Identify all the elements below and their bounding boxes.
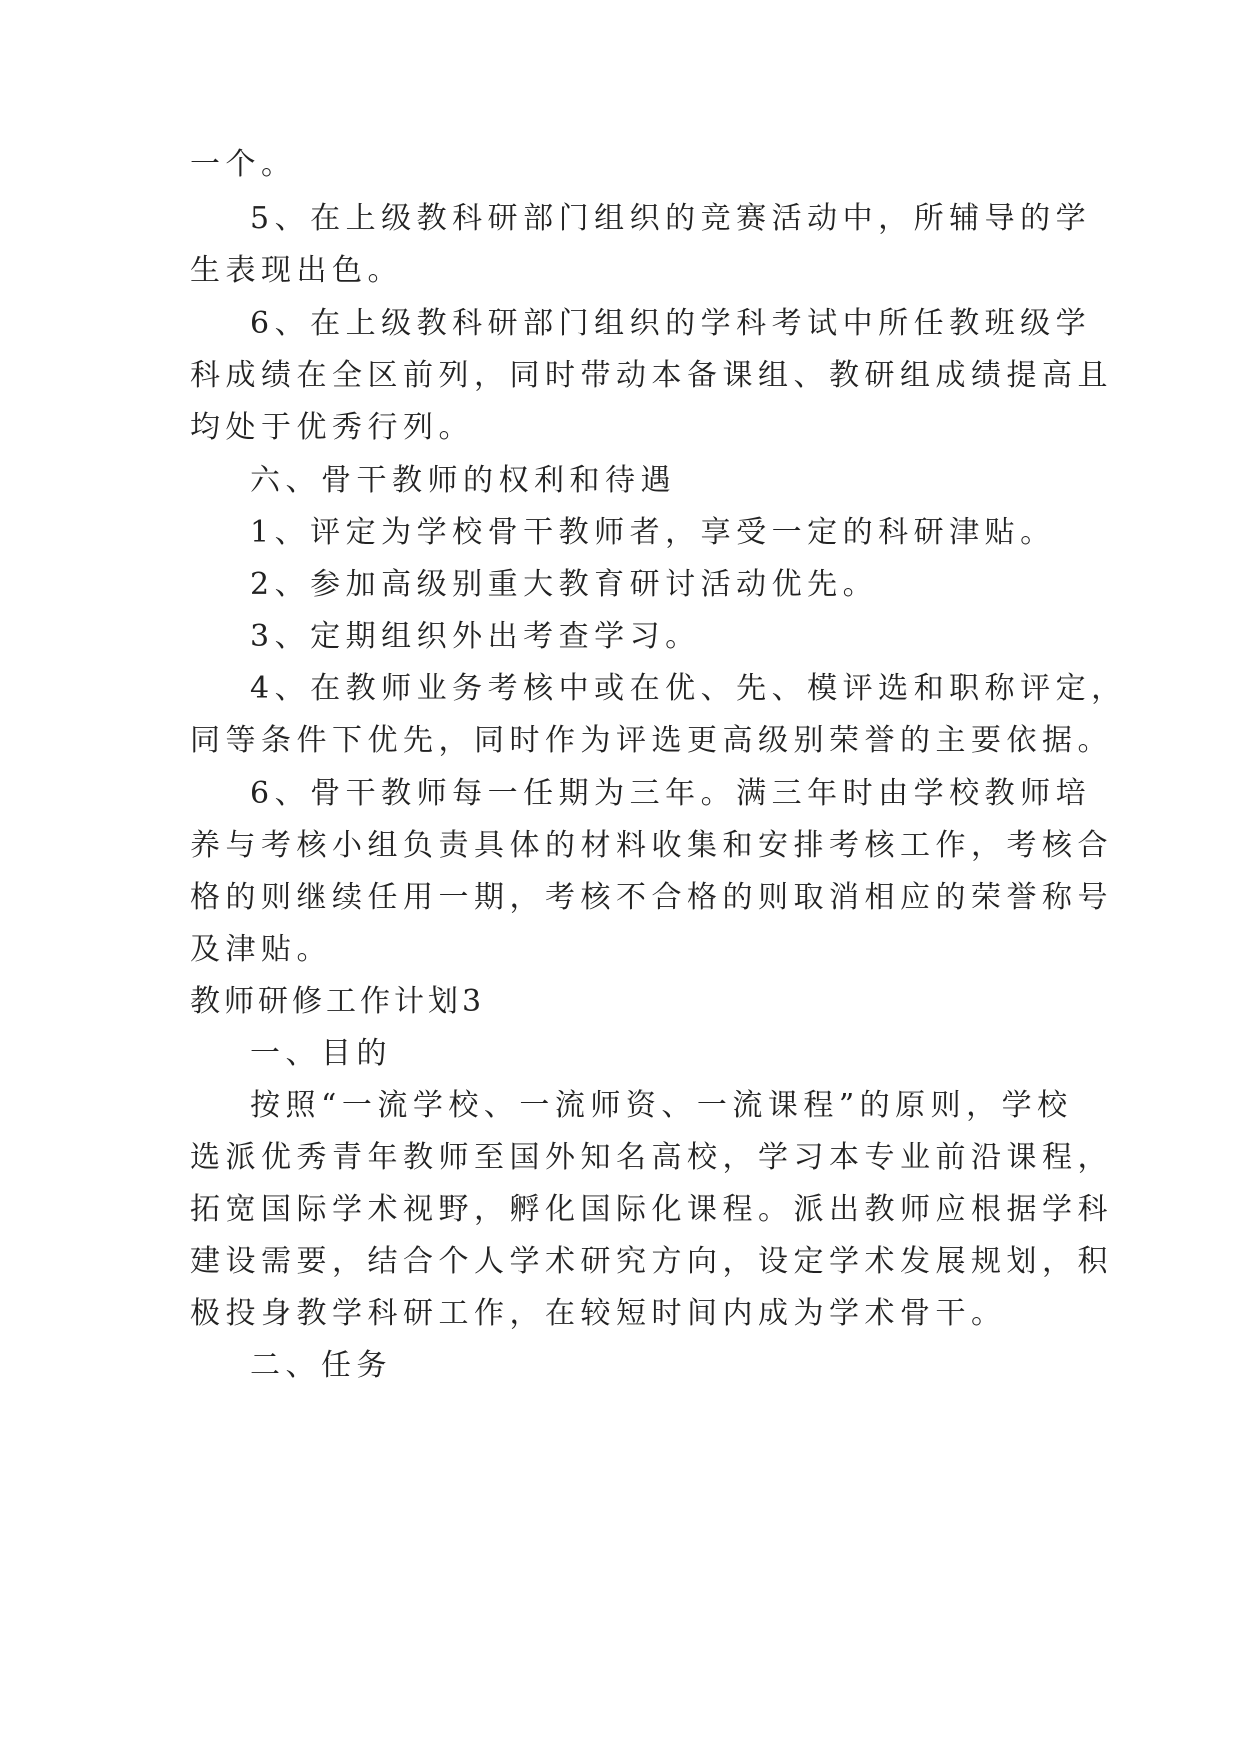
paragraph-line: 6、在上级教科研部门组织的学科考试中所任教班级学	[250, 306, 1092, 341]
paragraph-line: 格的则继续任用一期，考核不合格的则取消相应的荣誉称号	[190, 880, 1113, 915]
document-title: 教师研修工作计划3	[190, 984, 486, 1019]
paragraph-line: 建设需要，结合个人学术研究方向，设定学术发展规划，积	[190, 1244, 1113, 1279]
paragraph-line: 极投身教学科研工作，在较短时间内成为学术骨干。	[190, 1296, 1007, 1331]
paragraph-line: 生表现出色。	[190, 253, 403, 288]
paragraph-line: 按照“一流学校、一流师资、一流课程”的原则，学校	[250, 1088, 1073, 1123]
paragraph-line: 均处于优秀行列。	[190, 410, 474, 445]
paragraph-line: 4、在教师业务考核中或在优、先、模评选和职称评定，	[250, 671, 1127, 706]
paragraph-line: 6、骨干教师每一任期为三年。满三年时由学校教师培	[250, 776, 1092, 811]
section-heading: 六、骨干教师的权利和待遇	[250, 463, 676, 498]
paragraph-line: 3、定期组织外出考查学习。	[250, 619, 701, 654]
paragraph-line: 5、在上级教科研部门组织的竞赛活动中，所辅导的学	[250, 201, 1092, 236]
paragraph-line: 1、评定为学校骨干教师者，享受一定的科研津贴。	[250, 515, 1056, 550]
section-heading: 一、目的	[250, 1036, 392, 1071]
paragraph-line: 科成绩在全区前列，同时带动本备课组、教研组成绩提高且	[190, 358, 1113, 393]
paragraph-line: 选派优秀青年教师至国外知名高校，学习本专业前沿课程，	[190, 1140, 1113, 1175]
paragraph-line: 养与考核小组负责具体的材料收集和安排考核工作，考核合	[190, 828, 1113, 863]
paragraph-line: 2、参加高级别重大教育研讨活动优先。	[250, 567, 879, 602]
section-heading: 二、任务	[250, 1348, 392, 1383]
paragraph-line: 及津贴。	[190, 932, 332, 967]
paragraph-line: 一个。	[190, 147, 297, 182]
paragraph-line: 拓宽国际学术视野，孵化国际化课程。派出教师应根据学科	[190, 1192, 1113, 1227]
paragraph-line: 同等条件下优先，同时作为评选更高级别荣誉的主要依据。	[190, 723, 1113, 758]
